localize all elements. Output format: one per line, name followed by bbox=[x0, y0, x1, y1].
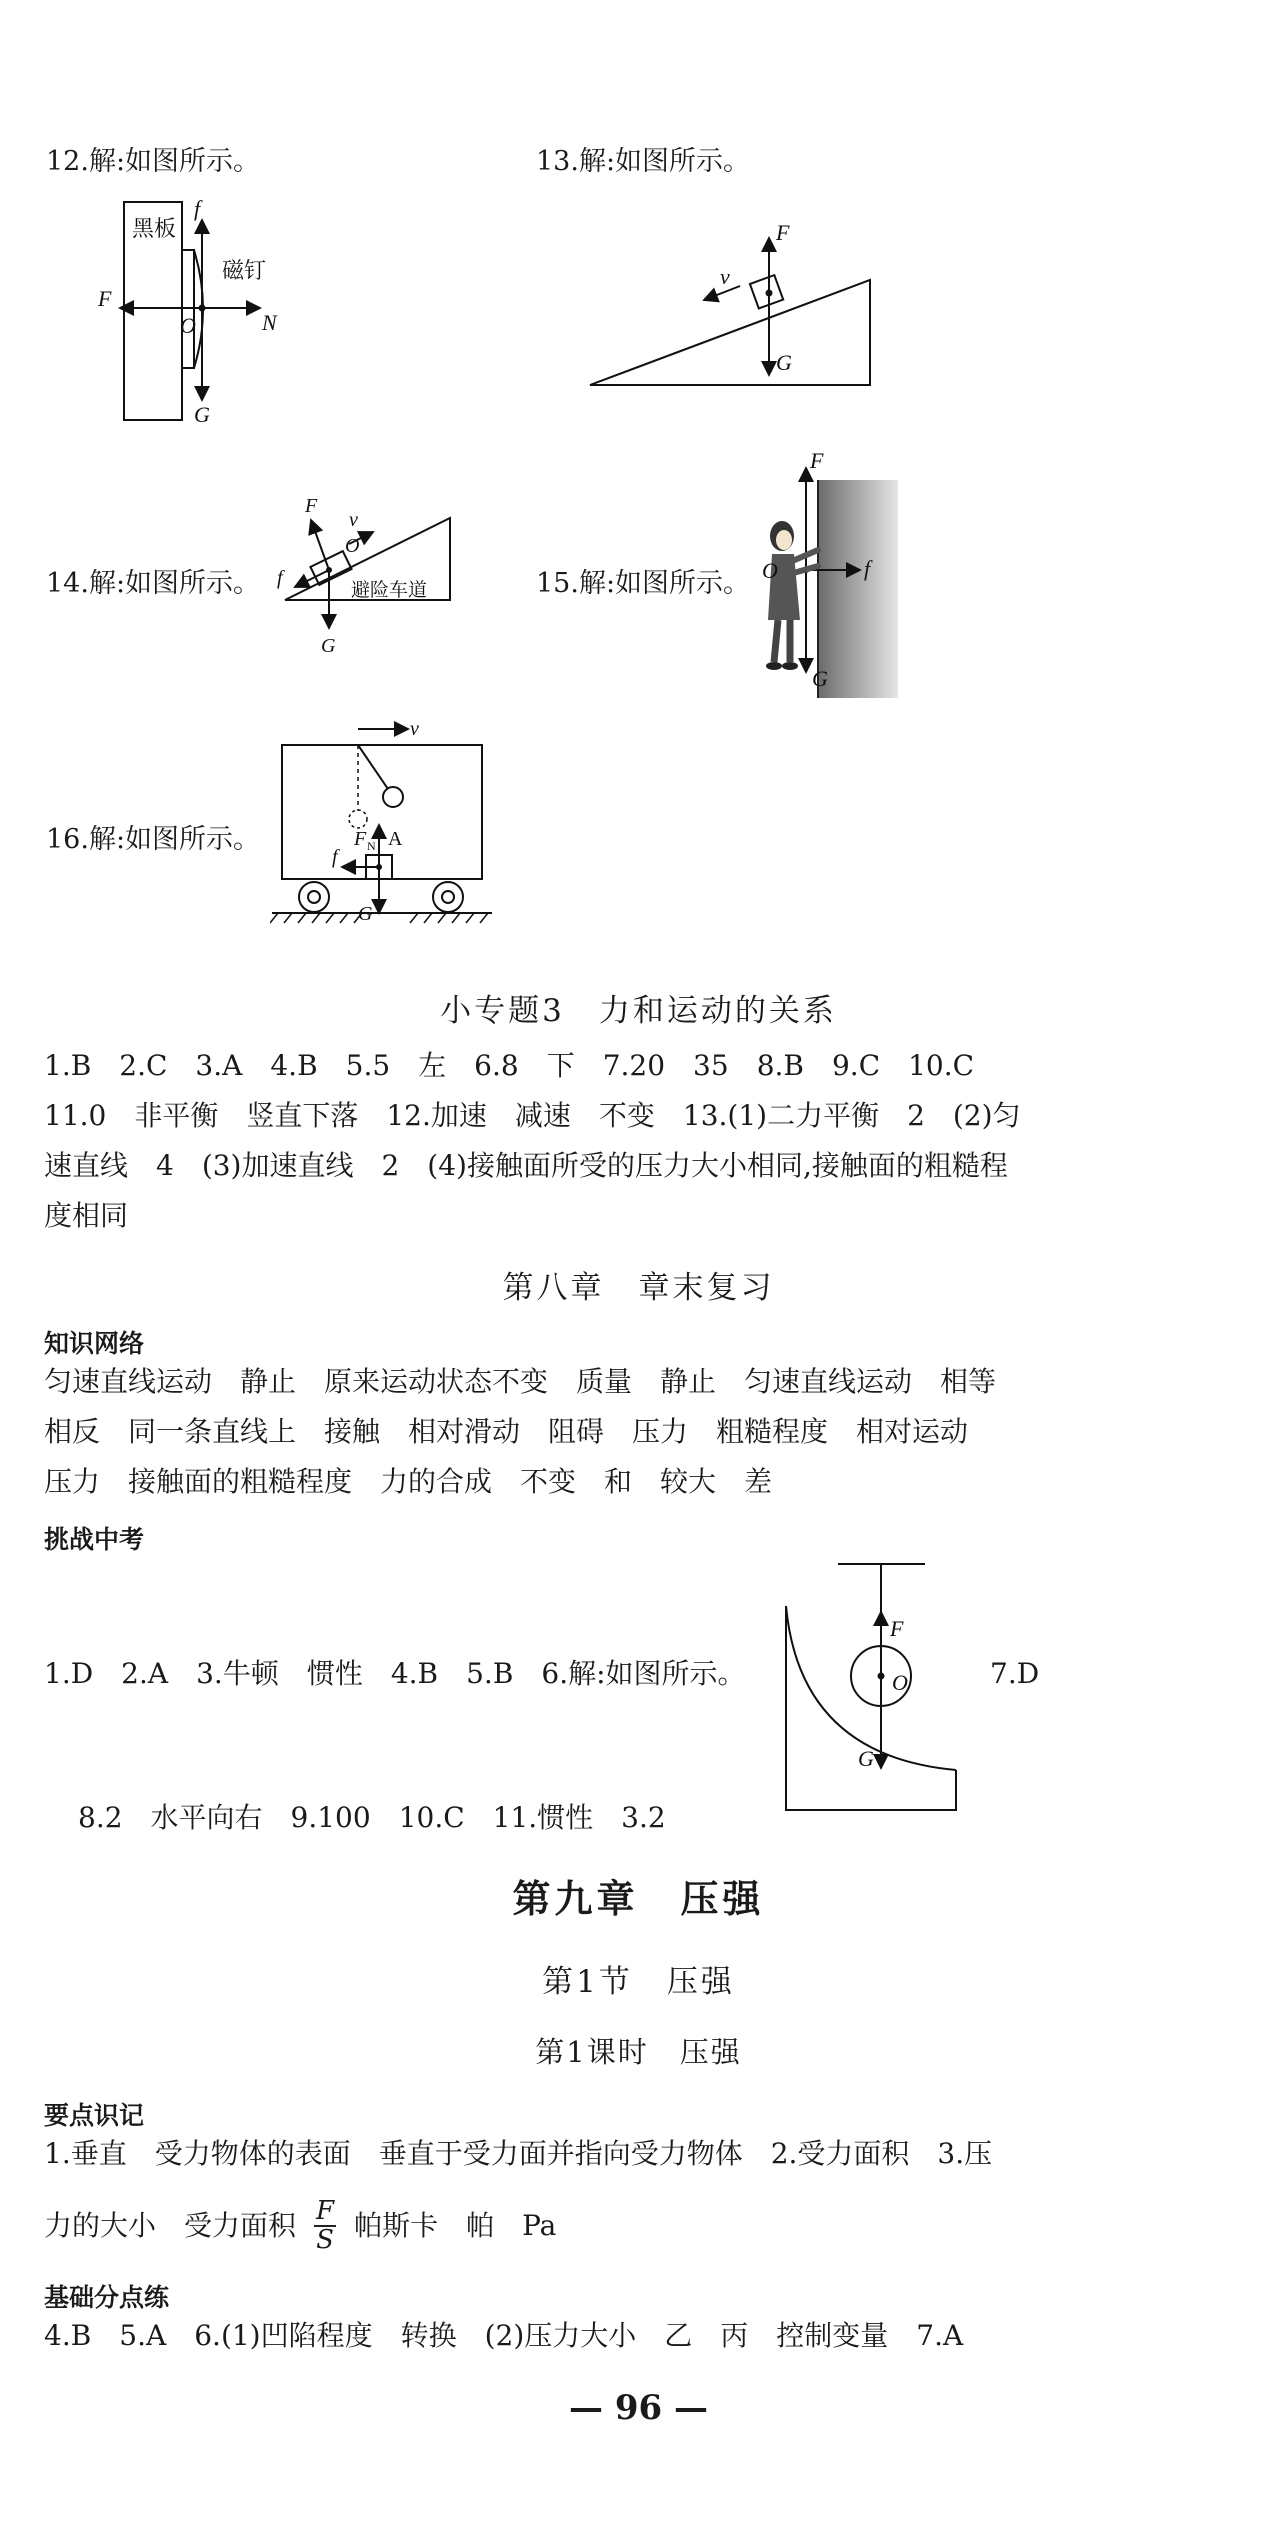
q13-label: 13.解:如图所示。 bbox=[536, 146, 751, 177]
fraction-numerator: F bbox=[316, 2196, 335, 2226]
key-line-2 bbox=[44, 2198, 556, 2255]
challenge-q7: 7.D bbox=[990, 1657, 1040, 1690]
label-f: f bbox=[864, 556, 871, 581]
label-O: O bbox=[892, 1670, 908, 1695]
key-points-label: 要点识记 bbox=[44, 2101, 145, 2130]
person-figure bbox=[766, 521, 818, 670]
label-G: G bbox=[812, 666, 828, 691]
key-line-2-b: 帕斯卡 帕 Pa bbox=[354, 2209, 557, 2243]
figure-14-escape-lane bbox=[265, 490, 465, 665]
magnet-text: 磁钉 bbox=[222, 258, 267, 283]
challenge-label: 挑战中考 bbox=[44, 1525, 145, 1554]
figure-12-blackboard-magnet bbox=[90, 190, 320, 430]
label-v: v bbox=[410, 718, 419, 740]
fraction-denominator: S bbox=[316, 2225, 334, 2256]
section-1-title: 第1节 压强 bbox=[542, 1964, 735, 2000]
topic3-line-4: 度相同 bbox=[44, 1199, 129, 1232]
network-line-3: 压力 接触面的粗糙程度 力的合成 不变 和 较大 差 bbox=[44, 1465, 773, 1498]
challenge-line-2: 8.2 水平向右 9.100 10.C 11.惯性 3.2 bbox=[78, 1801, 666, 1834]
label-O: O bbox=[180, 313, 196, 338]
practice-label: 基础分点练 bbox=[44, 2283, 170, 2312]
label-G: G bbox=[194, 402, 210, 427]
practice-line: 4.B 5.A 6.(1)凹陷程度 转换 (2)压力大小 乙 丙 控制变量 7.A bbox=[44, 2319, 964, 2352]
label-FN: F bbox=[354, 828, 367, 850]
figure-13-incline bbox=[580, 220, 880, 390]
pendulum-dashed bbox=[349, 810, 367, 828]
q12-label: 12.解:如图所示。 bbox=[46, 146, 261, 177]
network-label: 知识网络 bbox=[44, 1329, 145, 1358]
incline-shape bbox=[590, 280, 870, 385]
label-F: F bbox=[810, 450, 824, 473]
cart-body bbox=[282, 745, 482, 879]
label-F: F bbox=[305, 495, 318, 517]
network-line-2: 相反 同一条直线上 接触 相对滑动 阻碍 压力 粗糙程度 相对运动 bbox=[44, 1415, 969, 1448]
label-F: F bbox=[98, 286, 112, 311]
figure-16-cart-pendulum bbox=[270, 715, 500, 935]
label-G: G bbox=[858, 1746, 874, 1771]
chapter8-title: 第八章 章末复习 bbox=[502, 1270, 775, 1306]
label-N: N bbox=[262, 310, 277, 335]
label-A: A bbox=[388, 828, 403, 850]
label-O: O bbox=[345, 535, 360, 557]
pendulum-bob bbox=[383, 787, 403, 807]
topic3-title: 小专题3 力和运动的关系 bbox=[440, 993, 837, 1029]
pressure-fraction bbox=[314, 2198, 336, 2255]
label-G: G bbox=[776, 350, 792, 375]
topic3-line-2: 11.0 非平衡 竖直下落 12.加速 减速 不变 13.(1)二力平衡 2 (2)匀 bbox=[44, 1099, 1021, 1132]
escape-lane-text: 避险车道 bbox=[351, 580, 428, 601]
label-FN-subscript: N bbox=[367, 839, 376, 853]
key-line-2-a: 力的大小 受力面积 bbox=[44, 2209, 297, 2243]
key-line-1: 1.垂直 受力物体的表面 垂直于受力面并指向受力物体 2.受力面积 3.压 bbox=[44, 2137, 993, 2170]
label-f: f bbox=[332, 846, 338, 868]
figure-6-ball-track bbox=[780, 1556, 970, 1816]
q14-label: 14.解:如图所示。 bbox=[46, 568, 261, 599]
q15-label: 15.解:如图所示。 bbox=[536, 568, 751, 599]
label-O: O bbox=[762, 558, 778, 583]
page-number: — 96 — bbox=[569, 2388, 708, 2428]
label-F: F bbox=[890, 1616, 904, 1641]
track-frame bbox=[786, 1606, 956, 1810]
network-line-1: 匀速直线运动 静止 原来运动状态不变 质量 静止 匀速直线运动 相等 bbox=[44, 1365, 997, 1398]
label-G: G bbox=[358, 903, 373, 925]
blackboard-text: 黑板 bbox=[132, 216, 177, 241]
challenge-line-1: 1.D 2.A 3.牛顿 惯性 4.B 5.B 6.解:如图所示。 bbox=[44, 1657, 746, 1690]
label-f: f bbox=[277, 567, 283, 589]
chapter9-title: 第九章 压强 bbox=[512, 1877, 765, 1921]
label-F: F bbox=[776, 220, 790, 245]
figure-15-person-wall bbox=[760, 450, 900, 700]
wall-shape bbox=[818, 480, 898, 698]
label-v: v bbox=[349, 509, 358, 531]
lesson-1-title: 第1课时 压强 bbox=[535, 2035, 742, 2069]
topic3-line-3: 速直线 4 (3)加速直线 2 (4)接触面所受的压力大小相同,接触面的粗糙程 bbox=[44, 1149, 1008, 1182]
topic3-line-1: 1.B 2.C 3.A 4.B 5.5 左 6.8 下 7.20 35 8.B 9.C 10.C bbox=[44, 1049, 975, 1082]
friction-arrow-f bbox=[295, 570, 329, 587]
label-f: f bbox=[194, 196, 201, 221]
label-v: v bbox=[720, 264, 730, 289]
label-G: G bbox=[321, 635, 336, 657]
q16-label: 16.解:如图所示。 bbox=[46, 824, 261, 855]
